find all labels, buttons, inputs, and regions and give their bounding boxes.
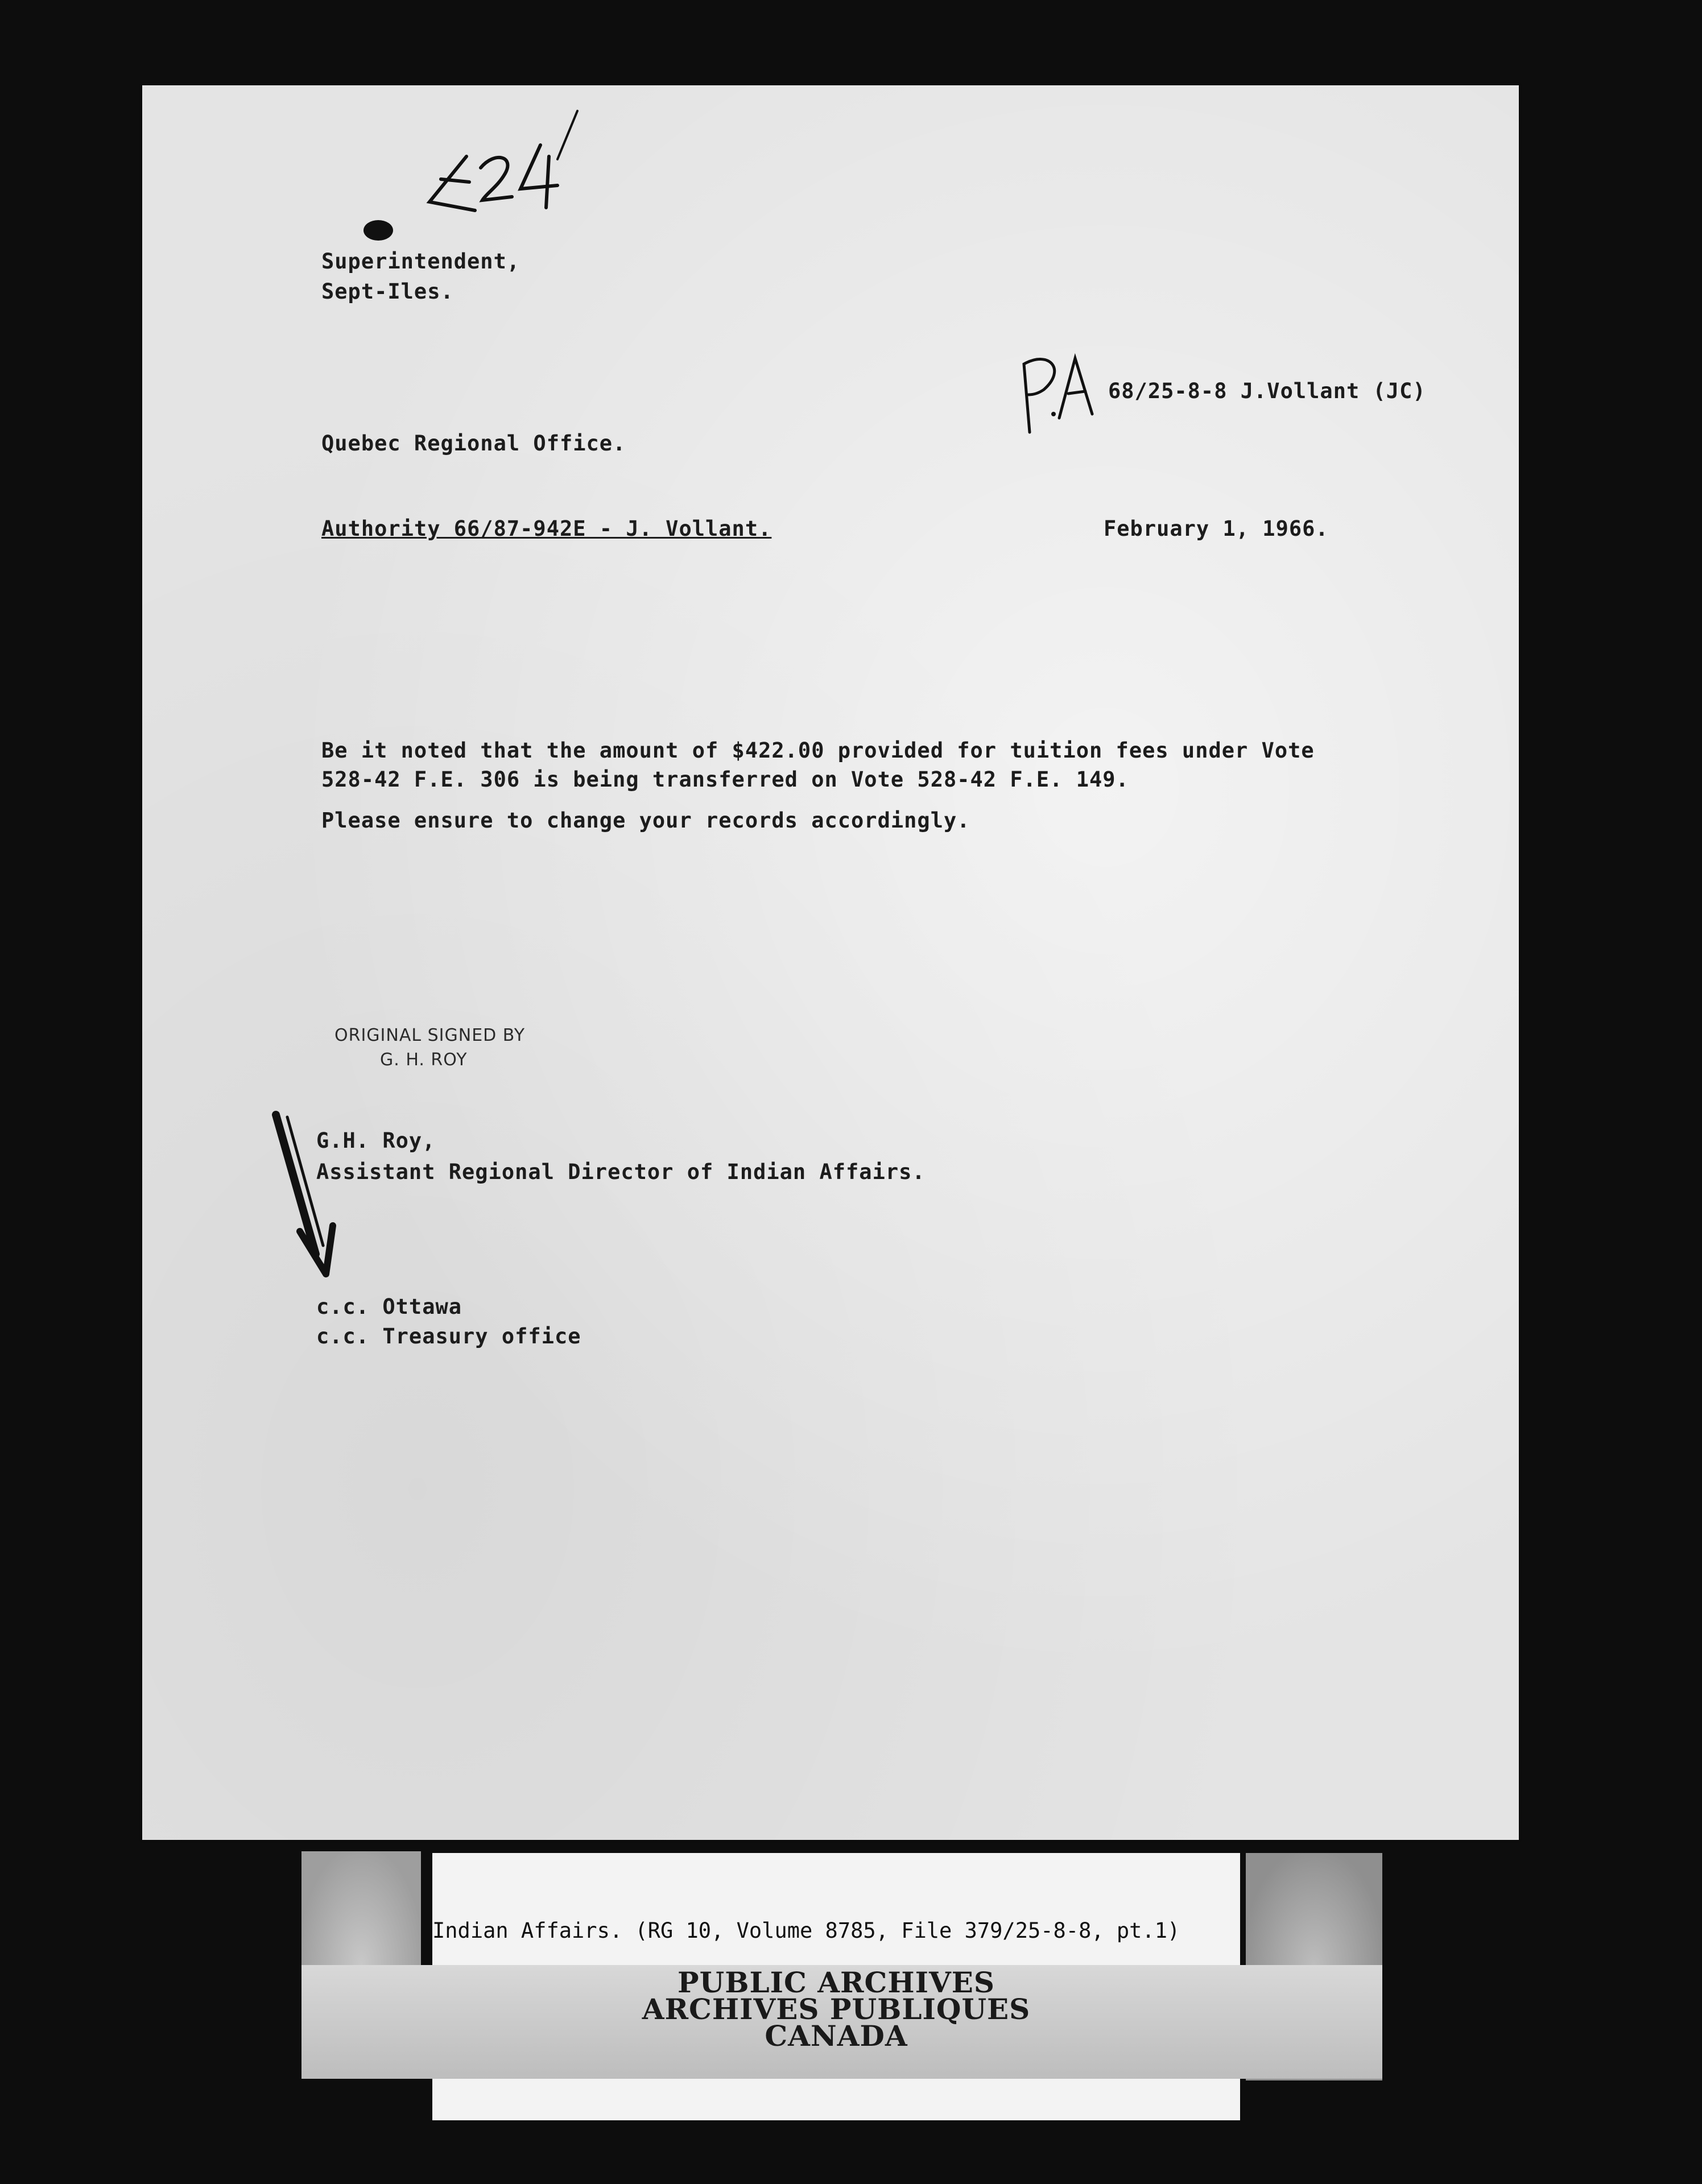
- signatory-title: Assistant Regional Director of Indian Affairs.: [316, 1160, 926, 1184]
- handwritten-initials: [1007, 347, 1098, 438]
- signature-stamp: G. H. ROY: [380, 1050, 468, 1070]
- addressee-line: Superintendent,: [321, 249, 520, 274]
- handwritten-file-mark: [324, 102, 620, 250]
- body-paragraph: Be it noted that the amount of $422.00 provided for tuition fees under Vote: [321, 738, 1315, 763]
- subject-line: Authority 66/87-942E - J. Vollant.: [321, 516, 772, 541]
- body-paragraph: Please ensure to change your records accordingly.: [321, 808, 970, 833]
- letter-page: [142, 85, 1519, 1840]
- body-paragraph: 528-42 F.E. 306 is being transferred on Vote 528-42 F.E. 149.: [321, 767, 1129, 792]
- signatory-name: G.H. Roy,: [316, 1128, 436, 1153]
- archive-stamp: [466, 1966, 1206, 2053]
- addressee-line: Sept-Iles.: [321, 279, 454, 304]
- file-reference: 68/25-8-8 J.Vollant (JC): [1108, 379, 1426, 403]
- archive-stamp-line: CANADA: [765, 2019, 908, 2053]
- copy-recipient: c.c. Treasury office: [316, 1324, 581, 1349]
- letter-date: February 1, 1966.: [1104, 516, 1329, 541]
- archive-stamp-line: ARCHIVES PUBLIQUES: [642, 1992, 1031, 2026]
- archive-citation: Indian Affairs. (RG 10, Volume 8785, File 379/25-8-8, pt.1): [432, 1918, 1180, 1943]
- copy-recipient: c.c. Ottawa: [316, 1294, 462, 1319]
- signature-stamp: ORIGINAL SIGNED BY: [334, 1025, 526, 1045]
- from-office: Quebec Regional Office.: [321, 431, 626, 456]
- archive-stamp-line: PUBLIC ARCHIVES: [678, 1966, 995, 1999]
